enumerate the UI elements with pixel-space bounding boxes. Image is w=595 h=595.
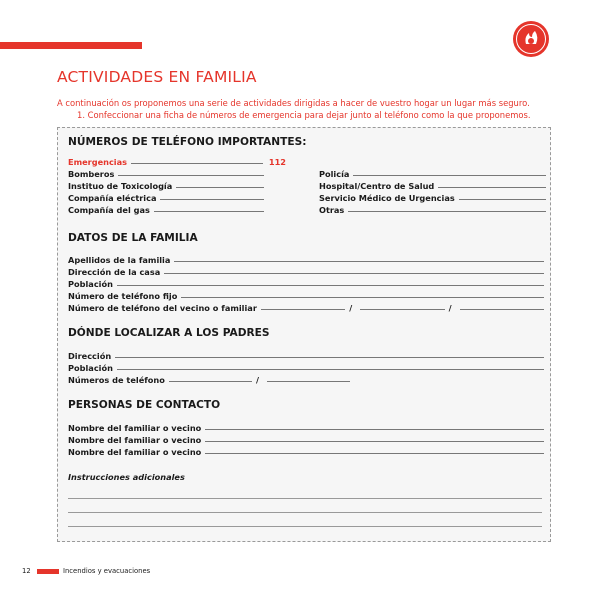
field-line[interactable] — [117, 368, 544, 370]
separator-slash: / — [448, 303, 452, 313]
field-line[interactable] — [154, 210, 264, 212]
phone-field-toxicology[interactable] — [68, 181, 264, 191]
field-label: Dirección de la casa — [68, 267, 161, 277]
phone-field-others[interactable] — [319, 205, 546, 215]
field-line[interactable] — [176, 186, 264, 188]
field-line[interactable] — [360, 308, 444, 310]
field-label: Población — [68, 279, 113, 289]
parents-field-phones[interactable] — [68, 375, 350, 385]
phone-field-gas[interactable] — [68, 205, 264, 215]
field-line[interactable] — [169, 380, 252, 382]
intro-paragraph: A continuación os proponemos una serie de actividades dirigidas a hacer de vuestro hogar un lugar más seguro. — [57, 98, 530, 108]
field-label: Hospital/Centro de Salud — [319, 181, 435, 191]
emergency-label: Emergencias — [68, 157, 128, 167]
family-section-title: DATOS DE LA FAMILIA — [68, 232, 198, 244]
page-number: 12 — [22, 567, 31, 575]
top-accent-bar — [0, 42, 142, 49]
field-label: Apellidos de la familia — [68, 255, 171, 265]
phone-field-police[interactable] — [319, 169, 546, 179]
field-label: Instituo de Toxicología — [68, 181, 173, 191]
footer-section-title: Incendios y evacuaciones — [63, 567, 151, 575]
field-line[interactable] — [205, 440, 544, 442]
field-label: Policía — [319, 169, 350, 179]
field-line[interactable] — [118, 174, 264, 176]
activity-item-1: 1. Confeccionar una ficha de números de emergencia para dejar junto al teléfono como la que proponemos. — [77, 110, 531, 120]
field-label: Compañía del gas — [68, 205, 150, 215]
field-label: Bomberos — [68, 169, 115, 179]
field-line[interactable] — [174, 260, 544, 262]
field-label: Dirección — [68, 351, 112, 361]
separator-slash: / — [349, 303, 353, 313]
contact-field-1[interactable] — [68, 423, 544, 433]
contacts-section-title: PERSONAS DE CONTACTO — [68, 399, 221, 411]
field-label: Servicio Médico de Urgencias — [319, 193, 455, 203]
contact-field-3[interactable] — [68, 447, 544, 457]
field-line[interactable] — [353, 174, 546, 176]
field-label: Población — [68, 363, 113, 373]
emergency-number: 112 — [268, 157, 286, 167]
field-label: Nombre del familiar o vecino — [68, 435, 202, 445]
field-line[interactable] — [261, 308, 345, 310]
field-line[interactable] — [438, 186, 546, 188]
field-line[interactable] — [205, 428, 544, 430]
family-field-surnames[interactable] — [68, 255, 544, 265]
emergency-row — [68, 157, 286, 167]
phone-field-hospital[interactable] — [319, 181, 546, 191]
phone-field-electric[interactable] — [68, 193, 264, 203]
parents-section-title: DÓNDE LOCALIZAR A LOS PADRES — [68, 327, 270, 339]
field-label: Números de teléfono — [68, 375, 165, 385]
family-field-town[interactable] — [68, 279, 544, 289]
field-line[interactable] — [267, 380, 350, 382]
field-line[interactable] — [205, 452, 544, 454]
separator-slash: / — [255, 375, 259, 385]
phone-field-firefighters[interactable] — [68, 169, 264, 179]
emergency-line[interactable] — [131, 162, 263, 164]
contact-field-2[interactable] — [68, 435, 544, 445]
field-line[interactable] — [459, 198, 546, 200]
intro-text — [57, 97, 557, 121]
field-label: Otras — [319, 205, 345, 215]
field-line[interactable] — [160, 198, 264, 200]
field-line[interactable] — [115, 356, 544, 358]
family-field-address[interactable] — [68, 267, 544, 277]
family-field-landline[interactable] — [68, 291, 544, 301]
fire-department-logo — [512, 20, 550, 58]
field-label: Número de teléfono fijo — [68, 291, 178, 301]
parents-field-town[interactable] — [68, 363, 544, 373]
instructions-line[interactable] — [68, 526, 542, 527]
family-field-neighbor-phone[interactable] — [68, 303, 544, 313]
phone-field-urgent-care[interactable] — [319, 193, 546, 203]
field-line[interactable] — [348, 210, 546, 212]
footer-accent-bar — [37, 569, 59, 574]
instructions-label: Instrucciones adicionales — [68, 472, 185, 482]
field-label: Nombre del familiar o vecino — [68, 447, 202, 457]
field-line[interactable] — [460, 308, 544, 310]
emergency-form — [57, 127, 551, 542]
field-label: Número de teléfono del vecino o familiar — [68, 303, 257, 313]
page-title: ACTIVIDADES EN FAMILIA — [57, 68, 257, 86]
field-label: Nombre del familiar o vecino — [68, 423, 202, 433]
parents-field-address[interactable] — [68, 351, 544, 361]
instructions-line[interactable] — [68, 512, 542, 513]
field-line[interactable] — [181, 296, 544, 298]
instructions-line[interactable] — [68, 498, 542, 499]
field-line[interactable] — [164, 272, 544, 274]
field-label: Compañía eléctrica — [68, 193, 157, 203]
phones-section-title: NÚMEROS DE TELÉFONO IMPORTANTES: — [68, 136, 307, 148]
field-line[interactable] — [117, 284, 544, 286]
